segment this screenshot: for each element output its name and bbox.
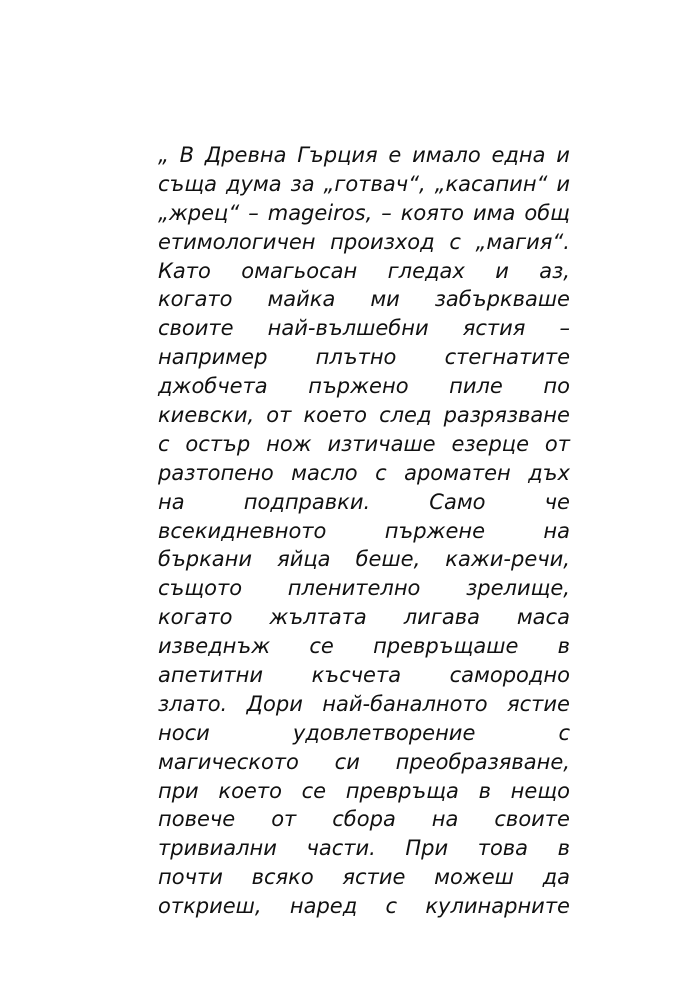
- word: и: [495, 258, 509, 283]
- word: пиле: [449, 374, 503, 399]
- text-line: [158, 314, 570, 343]
- word: ми: [370, 287, 400, 312]
- word: пържене: [384, 518, 486, 543]
- word: когато: [158, 287, 233, 312]
- text-line: [158, 170, 570, 199]
- text-line: [158, 603, 570, 632]
- word: „касапин“: [434, 171, 548, 196]
- word: –: [381, 200, 392, 225]
- word: което: [303, 403, 367, 428]
- word: например: [158, 345, 268, 370]
- text-line: [158, 545, 570, 574]
- word: Само: [429, 489, 486, 514]
- word: е: [388, 143, 402, 167]
- word: произход: [330, 229, 435, 254]
- word: всяко: [251, 865, 314, 890]
- text-line: [158, 285, 570, 314]
- word: и: [556, 143, 570, 167]
- text-line: [158, 228, 570, 257]
- word: най-вълшебни: [267, 316, 429, 341]
- word: ястие: [507, 691, 570, 716]
- word: същото: [158, 576, 243, 601]
- word: на: [158, 489, 185, 514]
- word: от: [271, 807, 297, 832]
- text-line: [158, 690, 570, 719]
- word: бъркани: [158, 547, 253, 572]
- word: когато: [158, 605, 233, 630]
- word: стегнатите: [444, 345, 570, 370]
- word: –: [248, 200, 259, 225]
- word: дъх: [528, 460, 570, 485]
- text-line: [158, 141, 570, 170]
- word: лигава: [403, 605, 480, 630]
- word: пленително: [287, 576, 421, 601]
- word: нож: [266, 431, 312, 456]
- word: При: [405, 836, 449, 861]
- word: „: [158, 143, 169, 167]
- word: етимологичен: [158, 229, 316, 254]
- word: апетитни: [158, 663, 264, 688]
- word: разрязване: [443, 403, 570, 428]
- word: има: [473, 200, 516, 225]
- word: от: [266, 403, 292, 428]
- text-line: [158, 834, 570, 863]
- text-line: [158, 748, 570, 777]
- word: си: [334, 749, 360, 774]
- text-line: [158, 632, 570, 661]
- word: почти: [158, 865, 223, 890]
- word: масло: [291, 460, 358, 485]
- word: се: [309, 634, 334, 659]
- word: превръща: [345, 778, 459, 803]
- word: откриеш,: [158, 894, 262, 919]
- word: да: [542, 865, 570, 890]
- word: аз,: [539, 258, 570, 283]
- word: маса: [516, 605, 570, 630]
- word: своите: [494, 807, 570, 832]
- text-line: [158, 719, 570, 748]
- word: една: [491, 143, 546, 167]
- word: изведнъж: [158, 634, 271, 659]
- word: пържено: [308, 374, 409, 399]
- word: жълтата: [269, 605, 367, 630]
- word: на: [543, 518, 570, 543]
- word: общ: [524, 200, 570, 225]
- word: В: [179, 143, 195, 167]
- word: остър: [185, 431, 251, 456]
- word: джобчета: [158, 374, 268, 399]
- word: в: [557, 836, 570, 861]
- word: –: [559, 316, 570, 341]
- text-line: [158, 199, 570, 228]
- word: Древна: [204, 143, 287, 167]
- word: нещо: [510, 778, 570, 803]
- word: Като: [158, 258, 211, 283]
- word: „готвач“,: [323, 171, 426, 196]
- word: забъркваше: [434, 287, 570, 312]
- word: наред: [289, 894, 358, 919]
- word: ястие: [342, 865, 406, 890]
- word: имало: [412, 143, 481, 167]
- word: сбора: [332, 807, 396, 832]
- word: подправки.: [243, 489, 371, 514]
- word: в: [478, 778, 491, 803]
- word: и: [556, 171, 570, 196]
- text-line: [158, 517, 570, 546]
- word: в: [557, 634, 570, 659]
- word: след: [379, 403, 432, 428]
- word: с: [158, 431, 170, 456]
- word: магическото: [158, 749, 299, 774]
- body-paragraph: [158, 141, 570, 921]
- text-line: [158, 777, 570, 806]
- word: изтичаше: [327, 431, 436, 456]
- word: киевски,: [158, 403, 255, 428]
- word: преобразяване,: [395, 749, 570, 774]
- text-line: [158, 401, 570, 430]
- word: което: [218, 778, 282, 803]
- text-line: [158, 430, 570, 459]
- word: с: [449, 229, 461, 254]
- word: повече: [158, 807, 236, 832]
- word: Дори: [246, 691, 303, 716]
- word: по: [543, 374, 570, 399]
- text-line: [158, 257, 570, 286]
- word: от: [544, 431, 570, 456]
- word: майка: [267, 287, 336, 312]
- word: яйца: [277, 547, 331, 572]
- text-line: [158, 574, 570, 603]
- word: разтопено: [158, 460, 274, 485]
- word: с: [558, 720, 570, 745]
- word: удовлетворение: [292, 720, 476, 745]
- word: за: [290, 171, 315, 196]
- word: с: [375, 460, 387, 485]
- word: mageiros,: [267, 200, 373, 225]
- word: че: [544, 489, 570, 514]
- word: съща: [158, 171, 218, 196]
- text-line: [158, 459, 570, 488]
- word: плътно: [315, 345, 397, 370]
- word: която: [400, 200, 464, 225]
- word: това: [477, 836, 529, 861]
- word: дума: [225, 171, 282, 196]
- word: „жрец“: [158, 200, 240, 225]
- word: езерце: [451, 431, 530, 456]
- word: при: [158, 778, 199, 803]
- text-line: [158, 863, 570, 892]
- word: всекидневното: [158, 518, 327, 543]
- text-line: [158, 488, 570, 517]
- word: злато.: [158, 691, 228, 716]
- word: превръщаше: [373, 634, 519, 659]
- word: можеш: [434, 865, 514, 890]
- word: зрелище,: [466, 576, 570, 601]
- word: тривиални: [158, 836, 277, 861]
- text-line: [158, 661, 570, 690]
- word: с: [385, 894, 398, 919]
- word: кажи-речи,: [445, 547, 570, 572]
- word: Гърция: [297, 143, 378, 167]
- word: гледах: [387, 258, 465, 283]
- word: късчета: [311, 663, 402, 688]
- word: части.: [306, 836, 376, 861]
- word: на: [431, 807, 459, 832]
- text-line: [158, 805, 570, 834]
- word: омагьосан: [241, 258, 358, 283]
- word: „магия“.: [475, 229, 570, 254]
- word: най-баналното: [322, 691, 488, 716]
- text-line: [158, 343, 570, 372]
- text-line: [158, 892, 570, 921]
- text-line: [158, 372, 570, 401]
- word: кулинарните: [425, 894, 570, 919]
- word: се: [301, 778, 327, 803]
- word: беше,: [355, 547, 421, 572]
- word: своите: [158, 316, 234, 341]
- word: самородно: [449, 663, 570, 688]
- word: ястия: [462, 316, 526, 341]
- word: носи: [158, 720, 210, 745]
- word: ароматен: [404, 460, 511, 485]
